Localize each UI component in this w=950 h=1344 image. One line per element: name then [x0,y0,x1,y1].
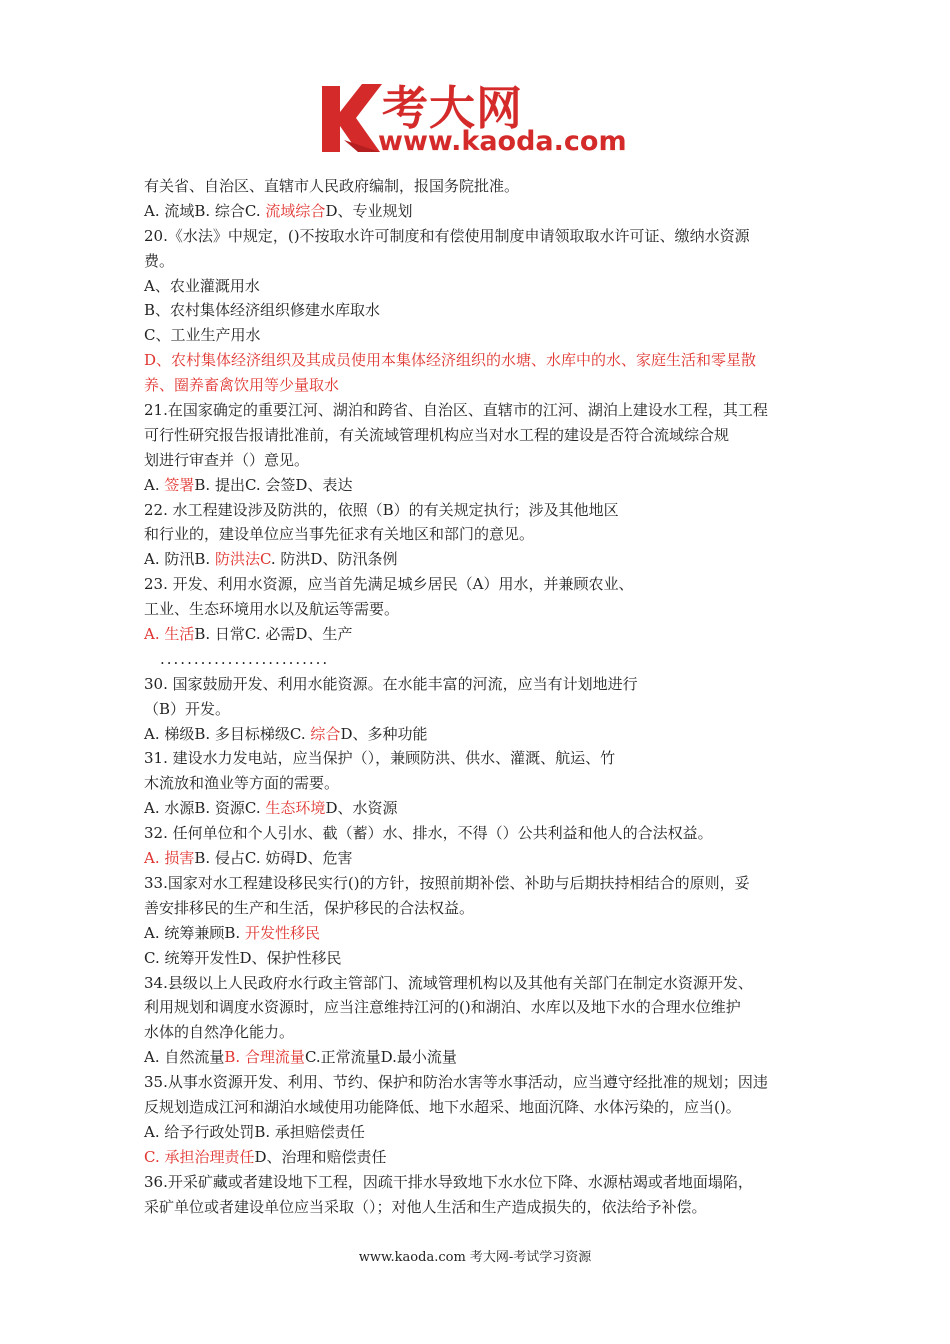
line-text: 22. 水工程建设涉及防洪的，依照（B）的有关规定执行；涉及其他地区 [144,500,619,519]
answer-text: B. 合理流量 [224,1048,305,1067]
text-line [144,597,824,622]
text-line [144,1095,824,1120]
text-line [144,846,824,871]
line-text: A. 自然流量 [144,1048,225,1067]
text-line [144,921,824,946]
line-text: 划进行审查并（）意见。 [144,450,310,469]
text-line [144,1170,824,1195]
answer-text: 养、圈养畜禽饮用等少量取水 [144,376,340,395]
line-text: B. 侵占C. 妨碍D、危害 [194,849,353,868]
text-line [144,473,824,498]
text-line [144,224,824,249]
line-text: （B）开发。 [144,699,231,718]
line-text: A. [144,475,165,494]
text-line [144,547,824,572]
text-line [144,498,824,523]
line-text: 21.在国家确定的重要江河、湖泊和跨省、自治区、直辖市的江河、湖泊上建设水工程，其工程 [144,401,768,420]
line-text: A. 防汛B. [144,550,215,569]
text-line [144,821,824,846]
text-line [144,1120,824,1145]
line-text: B. 提出C. 会签D、表达 [194,475,353,494]
line-text: 23. 开发、利用水资源，应当首先满足城乡居民（A）用水，并兼顾农业、 [144,575,634,594]
text-line [144,274,824,299]
page-footer: www.kaoda.com 考大网-考试学习资源 [358,1250,592,1265]
document-body [144,174,824,1219]
text-line [144,572,824,597]
line-text: 35.从事水资源开发、利用、节约、保护和防治水害等水事活动，应当遵守经批准的规划；因违 [144,1073,768,1092]
answer-text: 综合 [310,724,341,743]
line-text: 31. 建设水力发电站，应当保护（），兼顾防洪、供水、灌溉、航运、竹 [144,749,616,768]
line-text: 木流放和渔业等方面的需要。 [144,774,340,793]
answer-text: 签署 [164,475,195,494]
answer-text: 开发性移民 [244,923,320,942]
answer-text: 流域综合 [265,201,326,220]
line-text: 33.国家对水工程建设移民实行()的方针，按照前期补偿、补助与后期扶持相结合的原则，妥 [144,873,750,892]
line-text: 36.开采矿藏或者建设地下工程，因疏干排水导致地下水水位下降、水源枯竭或者地面塌陷， [144,1172,753,1191]
site-logo[interactable] [318,78,648,160]
line-text: C. 统筹开发性D、保护性移民 [144,948,342,967]
text-line [144,423,824,448]
line-text: 利用规划和调度水资源时，应当注意维持江河的()和湖泊、水库以及地下水的合理水位维护 [144,998,741,1017]
line-text: 善安排移民的生产和生活，保护移民的合法权益。 [144,898,475,917]
line-text: 有关省、自治区、直辖市人民政府编制，报国务院批准。 [144,177,520,195]
text-line [144,647,824,672]
line-text: B. 日常C. 必需D、生产 [194,625,353,644]
line-text: 32. 任何单位和个人引水、截（蓄）水、排水，不得（）公共利益和他人的合法权益。 [144,824,713,843]
text-line [144,348,824,373]
answer-text: A. 生活 [144,625,195,644]
text-line [144,946,824,971]
line-text: D、专业规划 [325,201,413,220]
line-text: 水体的自然净化能力。 [144,1023,295,1042]
text-line [144,174,824,199]
text-line [144,398,824,423]
line-text: 20.《水法》中规定，()不按取水许可制度和有偿使用制度申请领取取水许可证、缴纳水资源 [144,226,750,245]
text-line [144,1070,824,1095]
line-text: 30. 国家鼓励开发、利用水能资源。在水能丰富的河流，应当有计划地进行 [144,674,638,693]
line-text: 工业、生态环境用水以及航运等需要。 [144,600,400,619]
line-text: A、农业灌溉用水 [144,276,260,295]
text-line [144,1045,824,1070]
text-line [144,373,824,398]
text-line [144,622,824,647]
line-text: C.正常流量D.最小流量 [304,1048,457,1067]
line-text: D、治理和赔偿责任 [254,1147,387,1166]
answer-text: D、农村集体经济组织及其成员使用本集体经济组织的水塘、水库中的水、家庭生活和零星散 [144,351,757,370]
line-text: A. 流域B. 综合C. [144,201,266,220]
line-text: D、水资源 [325,799,398,818]
text-line [144,448,824,473]
ellipsis-text: ......................... [160,649,330,668]
text-line [144,871,824,896]
logo-chinese-name: 考大网 [382,81,523,135]
line-text: . 防洪D、防汛条例 [270,550,398,569]
answer-text: A. 损害 [144,849,195,868]
text-line [144,249,824,274]
text-line [144,697,824,722]
line-text: A. 梯级B. 多目标梯级C. [144,724,311,743]
line-text: 和行业的，建设单位应当事先征求有关地区和部门的意见。 [144,525,535,544]
text-line [144,298,824,323]
text-line [144,722,824,747]
text-line [144,199,824,224]
line-text: 可行性研究报告报请批准前，有关流域管理机构应当对水工程的建设是否符合流域综合规 [144,425,730,444]
line-text: B、农村集体经济组织修建水库取水 [144,301,381,320]
text-line [144,896,824,921]
line-text: A. 给予行政处罚B. 承担赔偿责任 [144,1122,365,1141]
line-text: 34.县级以上人民政府水行政主管部门、流域管理机构以及其他有关部门在制定水资源开发、 [144,973,753,992]
text-line [144,746,824,771]
line-text: 采矿单位或者建设单位应当采取（）；对他人生活和生产造成损失的，依法给予补偿。 [144,1197,707,1216]
line-text: 费。 [144,251,175,270]
answer-text: 防洪法C [214,550,271,569]
text-line [144,1195,824,1220]
line-text: 反规划造成江河和湖泊水域使用功能降低、地下水超采、地面沉降、水体污染的，应当()。 [144,1097,741,1116]
line-text: C、工业生产用水 [144,326,261,345]
text-line [144,971,824,996]
text-line [144,672,824,697]
answer-text: C. 承担治理责任 [144,1147,255,1166]
text-line [144,796,824,821]
line-text: D、多种功能 [340,724,428,743]
text-line [144,1145,824,1170]
line-text: A. 水源B. 资源C. [144,799,266,818]
logo-url: www.kaoda.com [378,126,627,157]
text-line [144,995,824,1020]
line-text: A. 统筹兼顾B. [144,923,245,942]
text-line [144,1020,824,1045]
text-line [144,771,824,796]
text-line [144,323,824,348]
text-line [144,522,824,547]
answer-text: 生态环境 [265,799,326,818]
